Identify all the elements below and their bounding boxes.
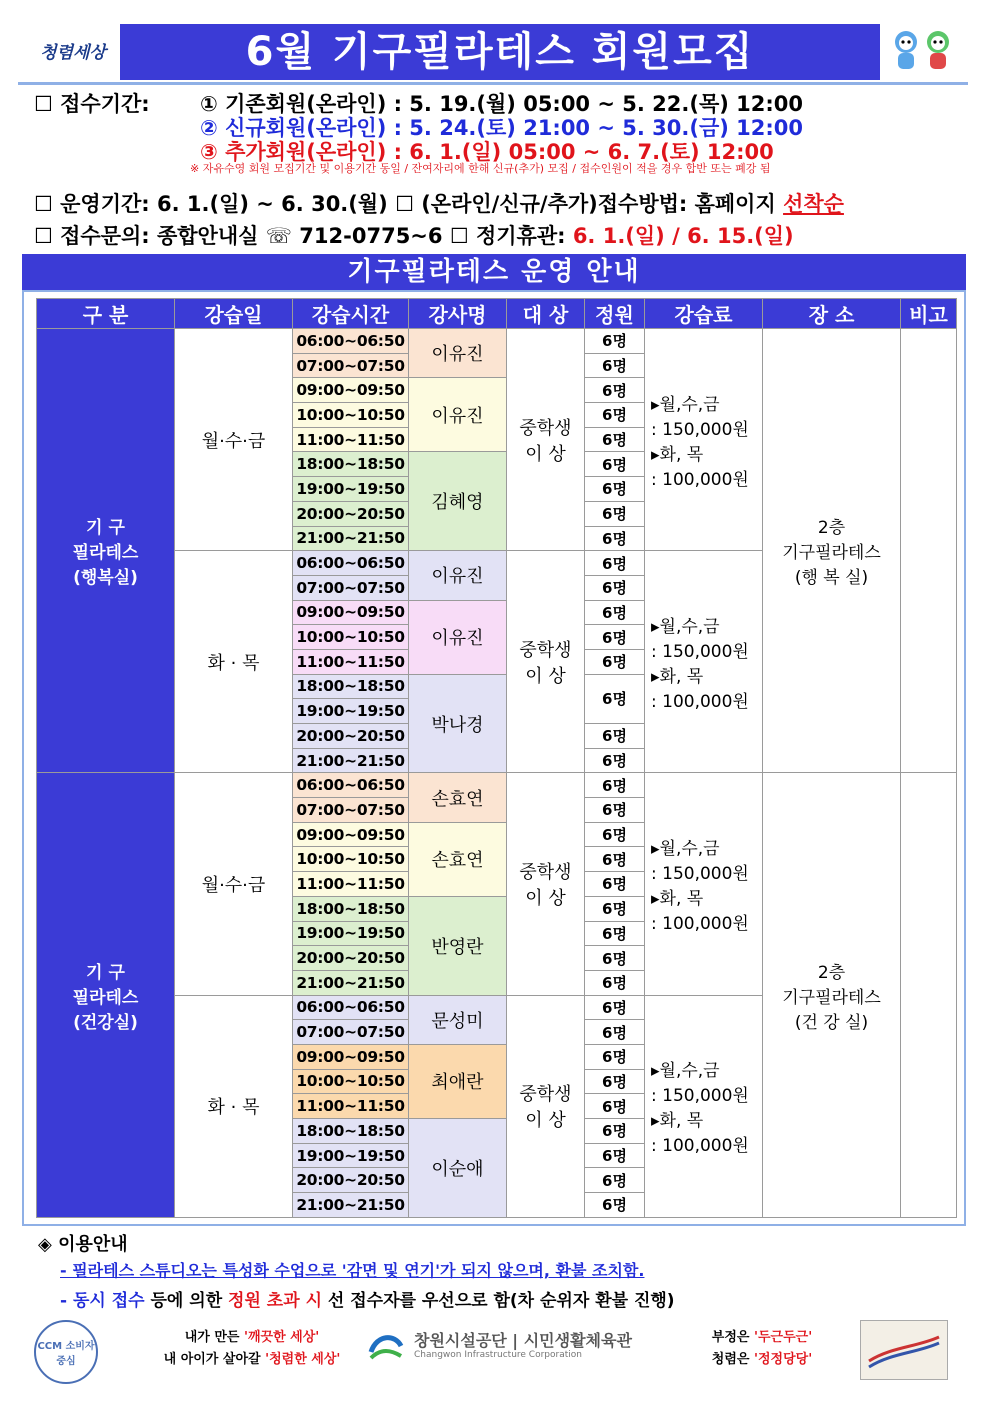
capacity-cell: 6명 [585, 403, 645, 428]
time-cell: 20:00~20:50 [293, 501, 409, 526]
time-cell: 18:00~18:50 [293, 1119, 409, 1144]
place-cell-health [763, 773, 901, 1217]
time-cell: 07:00~07:50 [293, 798, 409, 823]
target-line: 중학생 [519, 639, 572, 661]
motto-text: 청렴은 [711, 1352, 754, 1367]
fee-line: : 150,000원 [651, 419, 749, 440]
capacity-cell: 6명 [585, 970, 645, 995]
slogan-2 [152, 1348, 352, 1367]
capacity-cell: 6명 [585, 1143, 645, 1168]
fee-line: ▸화, 목 [651, 888, 704, 909]
mascot-icon [888, 26, 958, 76]
capacity-cell: 6명 [585, 896, 645, 921]
note-over-capacity: 정원 초과 시 [228, 1291, 322, 1311]
logo-cheongryeom: 청렴세상 [40, 42, 106, 63]
operation-text: ☐ 운영기간: 6. 1.(일) ~ 6. 30.(월) ☐ (온라인/신규/추가)접수방법: 홈페이지 [34, 192, 784, 216]
changwon-logo-icon [367, 1328, 405, 1366]
time-cell: 21:00~21:50 [293, 1193, 409, 1218]
capacity-cell: 6명 [585, 921, 645, 946]
reception-label: ☐ 접수기간: [34, 92, 150, 116]
time-cell: 06:00~06:50 [293, 551, 409, 576]
target-line: 중학생 [519, 417, 572, 439]
capacity-cell: 6명 [585, 551, 645, 576]
category-line: 필라테스 [72, 987, 139, 1008]
time-cell: 10:00~10:50 [293, 1069, 409, 1094]
category-line: (행복실) [73, 568, 138, 589]
usage-note-2 [60, 1286, 675, 1311]
capacity-cell: 6명 [585, 847, 645, 872]
target-cell [507, 995, 585, 1217]
capacity-cell: 6명 [585, 1069, 645, 1094]
target-line: 이 상 [525, 443, 566, 465]
fee-line: ▸월,수,금 [651, 838, 720, 859]
header-category: 구 분 [37, 299, 175, 329]
category-cell-health [37, 773, 175, 1217]
capacity-cell: 6명 [585, 1094, 645, 1119]
place-cell-happiness [763, 329, 901, 773]
table-header-row [37, 299, 957, 329]
fee-line: : 150,000원 [651, 1086, 749, 1107]
closed-days: 6. 1.(일) / 6. 15.(일) [572, 224, 794, 248]
capacity-cell: 6명 [585, 773, 645, 798]
slogan-text: 내가 만든 [184, 1330, 244, 1345]
instructor-cell: 문성미 [409, 995, 507, 1044]
note-simultaneous: - 동시 접수 [60, 1291, 145, 1311]
target-line: 중학생 [519, 1084, 572, 1106]
category-line: (건강실) [73, 1012, 138, 1033]
header-divider [18, 82, 968, 85]
motto-highlight: '정정당당' [754, 1352, 813, 1367]
fee-cell [645, 995, 763, 1217]
category-line: 기 구 [86, 962, 125, 983]
header-time: 강습시간 [293, 299, 409, 329]
fee-line: : 150,000원 [651, 641, 749, 662]
usage-heading: ◈ 이용안내 [38, 1234, 128, 1255]
time-cell: 10:00~10:50 [293, 625, 409, 650]
fee-line: : 100,000원 [651, 1136, 749, 1157]
target-line: 중학생 [519, 861, 572, 883]
time-cell: 18:00~18:50 [293, 674, 409, 699]
capacity-cell: 6명 [585, 452, 645, 477]
fee-line: ▸월,수,금 [651, 616, 720, 637]
ccm-logo: CCM 소비자중심 [34, 1320, 98, 1384]
reception-note: ※ 자유수영 회원 모집기간 및 이용기간 동일 / 잔여자리에 한해 신규(추가) 모집 / 접수인원이 적을 경우 합반 또는 폐강 됨 [190, 162, 771, 175]
capacity-cell: 6명 [585, 575, 645, 600]
time-cell: 07:00~07:50 [293, 353, 409, 378]
capacity-cell: 6명 [585, 946, 645, 971]
reception-period-additional: ③ 추가회원(온라인) : 6. 1.(일) 05:00 ~ 6. 7.(토) 12:00 [200, 140, 774, 164]
slogan-text: 내 아이가 살아갈 [163, 1352, 266, 1367]
instructor-cell: 이유진 [409, 600, 507, 674]
schedule-table [36, 298, 957, 1218]
fee-cell [645, 773, 763, 995]
fee-line: : 150,000원 [651, 863, 749, 884]
slogan-highlight: '깨끗한 세상' [244, 1330, 320, 1345]
category-line: 필라테스 [72, 543, 139, 564]
instructor-cell: 손효연 [409, 773, 507, 822]
header-day: 강습일 [175, 299, 293, 329]
fee-line: ▸화, 목 [651, 666, 704, 687]
inquiry-text: ☐ 접수문의: 종합안내실 ☏ 712-0775~6 ☐ 정기휴관: [34, 224, 573, 248]
inquiry-line [34, 220, 794, 250]
time-cell: 20:00~20:50 [293, 1168, 409, 1193]
time-cell: 07:00~07:50 [293, 575, 409, 600]
motto-highlight: '두근두근' [754, 1330, 813, 1345]
place-line: 기구필라테스 [782, 543, 881, 564]
capacity-cell: 6명 [585, 526, 645, 551]
time-cell: 18:00~18:50 [293, 452, 409, 477]
usage-note-1: - 필라테스 스튜디오는 특성화 수업으로 '감면 및 연기'가 되지 않으며, 환불 조치함. [60, 1261, 645, 1280]
reception-period-new: ② 신규회원(온라인) : 5. 24.(토) 21:00 ~ 5. 30.(금) 12:00 [200, 116, 804, 140]
slogan-highlight: '청렴한 세상' [265, 1352, 341, 1367]
time-cell: 21:00~21:50 [293, 970, 409, 995]
time-cell: 06:00~06:50 [293, 329, 409, 354]
time-cell: 19:00~19:50 [293, 921, 409, 946]
instructor-cell: 이유진 [409, 551, 507, 600]
capacity-cell: 6명 [585, 649, 645, 674]
capacity-cell: 6명 [585, 353, 645, 378]
day-cell: 화 · 목 [175, 995, 293, 1217]
fee-line: ▸월,수,금 [651, 1061, 720, 1082]
instructor-cell: 반영란 [409, 896, 507, 995]
capacity-cell: 6명 [585, 674, 645, 723]
place-line: (행 복 실) [794, 568, 869, 589]
capacity-cell: 6명 [585, 822, 645, 847]
capacity-cell: 6명 [585, 995, 645, 1020]
time-cell: 18:00~18:50 [293, 896, 409, 921]
capacity-cell: 6명 [585, 427, 645, 452]
time-cell: 06:00~06:50 [293, 773, 409, 798]
fee-cell [645, 551, 763, 773]
capacity-cell: 6명 [585, 1044, 645, 1069]
capacity-cell: 6명 [585, 748, 645, 773]
day-cell: 화 · 목 [175, 551, 293, 773]
time-cell: 09:00~09:50 [293, 1044, 409, 1069]
instructor-cell: 이유진 [409, 329, 507, 378]
instructor-cell: 김혜영 [409, 452, 507, 551]
target-line: 이 상 [525, 1110, 566, 1132]
target-cell [507, 773, 585, 995]
capacity-cell: 6명 [585, 724, 645, 749]
capacity-cell: 6명 [585, 329, 645, 354]
time-cell: 19:00~19:50 [293, 699, 409, 724]
target-cell [507, 329, 585, 551]
capacity-cell: 6명 [585, 477, 645, 502]
capacity-cell: 6명 [585, 501, 645, 526]
capacity-cell: 6명 [585, 1119, 645, 1144]
fee-cell [645, 329, 763, 551]
time-cell: 11:00~11:50 [293, 649, 409, 674]
header-instructor: 강사명 [409, 299, 507, 329]
fee-line: : 100,000원 [651, 913, 749, 934]
page-title: 6월 기구필라테스 회원모집 [120, 24, 880, 80]
first-come-label: 선착순 [783, 192, 844, 216]
motto-text: 부정은 [711, 1330, 754, 1345]
time-cell: 21:00~21:50 [293, 526, 409, 551]
day-cell: 월·수·금 [175, 329, 293, 551]
footer [22, 1316, 968, 1386]
capacity-cell: 6명 [585, 1168, 645, 1193]
table-row [37, 329, 957, 354]
time-cell: 09:00~09:50 [293, 822, 409, 847]
org-subtitle: Changwon Infrastructure Corporation [414, 1350, 582, 1360]
slogan-1 [152, 1326, 352, 1345]
target-line: 이 상 [525, 887, 566, 909]
time-cell: 20:00~20:50 [293, 946, 409, 971]
header-fee: 강습료 [645, 299, 763, 329]
fee-line: ▸화, 목 [651, 1111, 704, 1132]
table-row [37, 773, 957, 798]
header-target: 대 상 [507, 299, 585, 329]
remark-cell [901, 773, 957, 1217]
time-cell: 11:00~11:50 [293, 872, 409, 897]
fee-line: : 100,000원 [651, 469, 749, 490]
time-cell: 21:00~21:50 [293, 748, 409, 773]
time-cell: 06:00~06:50 [293, 995, 409, 1020]
time-cell: 09:00~09:50 [293, 600, 409, 625]
operation-period [34, 188, 844, 218]
capacity-cell: 6명 [585, 378, 645, 403]
time-cell: 20:00~20:50 [293, 724, 409, 749]
place-line: (건 강 실) [794, 1012, 869, 1033]
time-cell: 07:00~07:50 [293, 1020, 409, 1045]
instructor-cell: 이순애 [409, 1119, 507, 1218]
motto-1 [692, 1326, 832, 1345]
time-cell: 19:00~19:50 [293, 1143, 409, 1168]
time-cell: 11:00~11:50 [293, 427, 409, 452]
place-line: 2층 [817, 518, 846, 539]
header-capacity: 정원 [585, 299, 645, 329]
note-text: 등에 의한 [144, 1291, 229, 1311]
capacity-cell: 6명 [585, 1020, 645, 1045]
remark-cell [901, 329, 957, 773]
header-place: 장 소 [763, 299, 901, 329]
reception-period-existing: ① 기존회원(온라인) : 5. 19.(월) 05:00 ~ 5. 22.(목) 12:00 [200, 92, 804, 116]
capacity-cell: 6명 [585, 872, 645, 897]
capacity-cell: 6명 [585, 600, 645, 625]
certification-badge [860, 1320, 948, 1380]
org-name: 창원시설공단 | 시민생활체육관 [414, 1331, 632, 1350]
target-cell [507, 551, 585, 773]
header-remark: 비고 [901, 299, 957, 329]
category-line: 기 구 [86, 518, 125, 539]
section-title: 기구필라테스 운영 안내 [22, 254, 966, 290]
instructor-cell: 이유진 [409, 378, 507, 452]
fee-line: ▸화, 목 [651, 444, 704, 465]
place-line: 기구필라테스 [782, 987, 881, 1008]
time-cell: 09:00~09:50 [293, 378, 409, 403]
instructor-cell: 최애란 [409, 1044, 507, 1118]
time-cell: 11:00~11:50 [293, 1094, 409, 1119]
capacity-cell: 6명 [585, 1193, 645, 1218]
day-cell: 월·수·금 [175, 773, 293, 995]
fee-line: : 100,000원 [651, 691, 749, 712]
target-line: 이 상 [525, 665, 566, 687]
motto-2 [692, 1348, 832, 1367]
category-cell-happiness [37, 329, 175, 773]
fee-line: ▸월,수,금 [651, 394, 720, 415]
note-text: 선 접수자를 우선으로 함(차 순위자 환불 진행) [322, 1291, 675, 1311]
capacity-cell: 6명 [585, 625, 645, 650]
time-cell: 19:00~19:50 [293, 477, 409, 502]
time-cell: 10:00~10:50 [293, 847, 409, 872]
instructor-cell: 손효연 [409, 822, 507, 896]
place-line: 2층 [817, 962, 846, 983]
time-cell: 10:00~10:50 [293, 403, 409, 428]
instructor-cell: 박나경 [409, 674, 507, 773]
capacity-cell: 6명 [585, 798, 645, 823]
